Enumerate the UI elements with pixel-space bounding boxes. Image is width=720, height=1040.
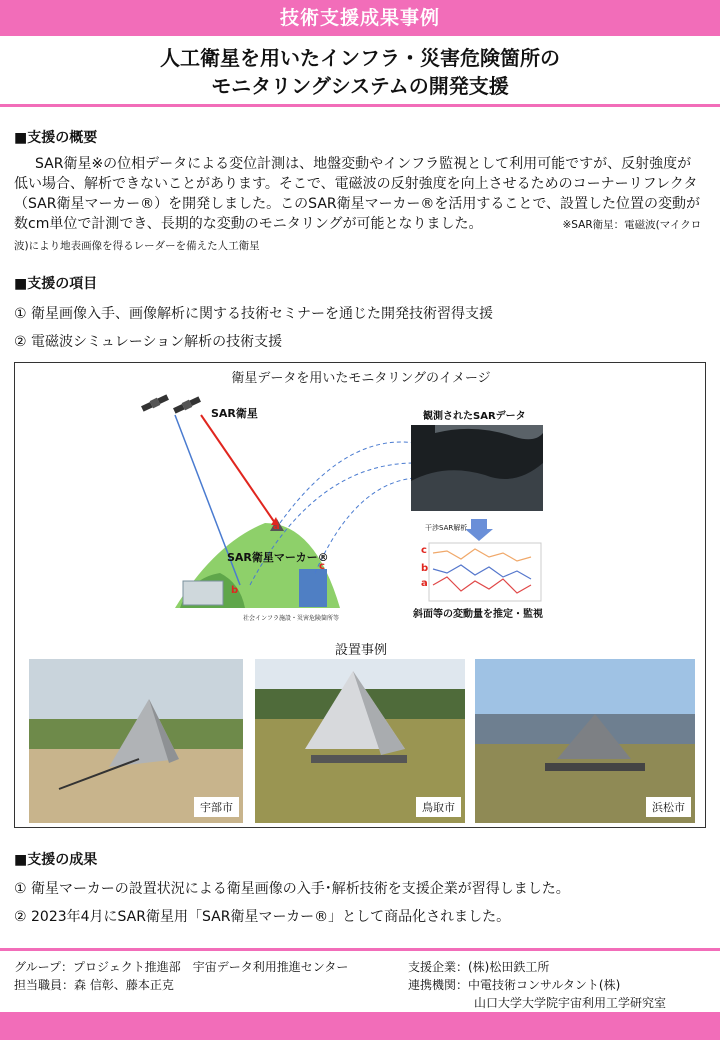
footer-left <box>14 958 348 994</box>
photo-ube <box>29 659 243 823</box>
satellite-icon-2 <box>173 395 202 414</box>
footer-right <box>408 958 666 1012</box>
footer-divider <box>0 948 720 951</box>
caption-ube: 宇部市 <box>194 797 239 817</box>
header-banner <box>0 0 720 36</box>
point-a-label: a <box>273 521 280 532</box>
dam-illustration <box>183 581 223 605</box>
items-heading: ■支援の項目 <box>14 276 98 292</box>
overview-heading: ■支援の概要 <box>14 130 98 146</box>
point-b-label: b <box>231 585 239 596</box>
header-label: 技術支援成果事例 <box>279 7 440 29</box>
chart-c-label: c <box>421 545 427 556</box>
title-line-1: 人工衛星を用いたインフラ・災害危険箇所の <box>160 46 560 70</box>
down-arrow-icon <box>465 519 493 541</box>
observed-label: 観測されたSARデータ <box>423 411 526 422</box>
point-c-label: c <box>319 561 325 572</box>
sar-ray-red <box>201 415 275 523</box>
monitoring-diagram <box>15 363 707 633</box>
footer-partner-1: 連携機関：中電技術コンサルタント(株) <box>408 978 621 992</box>
infra-label: 社会インフラ施設・災害危険箇所等 <box>243 615 340 622</box>
building-illustration <box>299 569 327 607</box>
satellite-icon-1 <box>141 393 170 412</box>
caption-hamamatsu: 浜松市 <box>646 797 691 817</box>
overview-text: SAR衛星※の位相データによる変位計測は、地盤変動やインフラ監視として利用可能ですが、反射強度が低い場合、解析できないことがあります。そこで、電磁波の反射強度を向上させるためのコーナーリフレクタ（SAR衛星マーカー®）を開発しました。このSAR衛星マーカー®を活用することで、設置した位置の変動が数cm単位で計測でき、長期的な変動のモニタリングが可能となりました。 <box>14 156 701 232</box>
footer-company: 支援企業：(株)松田鉄工所 <box>408 960 550 974</box>
title-divider <box>0 104 720 107</box>
bottom-bar <box>0 1012 720 1040</box>
caption-tottori: 鳥取市 <box>416 797 461 817</box>
overview-note: ※SAR衛星：電磁波(マイクロ波)により地表画像を得るレーダーを備えた人工衛星 <box>14 219 702 252</box>
reflection-path-1 <box>280 442 415 523</box>
support-item-2: ② 電磁波シミュレーション解析の技術支援 <box>14 334 283 350</box>
page-title <box>0 44 720 100</box>
chart-b-label: b <box>421 563 429 574</box>
result-item-2: ② 2023年4月にSAR衛星用「SAR衛星マーカー®」として商品化されました。 <box>14 909 511 925</box>
results-heading: ■支援の成果 <box>14 852 98 868</box>
estimate-label: 斜面等の変動量を推定・監視 <box>413 609 543 620</box>
footer-partner-2: 山口大学大学院宇宙利用工学研究室 <box>474 996 667 1010</box>
title-line-2: モニタリングシステムの開発支援 <box>211 74 509 98</box>
figure-title: 衛星データを用いたモニタリングのイメージ <box>231 371 491 386</box>
insar-label: 干渉SAR解析 <box>425 524 468 532</box>
examples-title: 設置事例 <box>334 643 387 658</box>
photo-hamamatsu <box>475 659 695 823</box>
footer-staff: 担当職員：森 信彰、藤本正克 <box>14 978 174 992</box>
sar-sat-label: SAR衛星 <box>211 407 258 420</box>
overview-paragraph <box>14 154 704 256</box>
support-item-1: ① 衛星画像入手、画像解析に関する技術セミナーを通じた開発技術習得支援 <box>14 306 493 322</box>
photo-tottori <box>255 659 465 823</box>
marker-label: SAR衛星マーカー® <box>227 551 329 564</box>
chart-a-label: a <box>421 578 428 589</box>
reflection-path-3 <box>315 478 415 573</box>
result-item-1: ① 衛星マーカーの設置状況による衛星画像の入手･解析技術を支援企業が習得しました。 <box>14 881 570 897</box>
figure-box <box>14 362 706 828</box>
footer-group: グループ：プロジェクト推進部 宇宙データ利用推進センター <box>14 960 349 974</box>
